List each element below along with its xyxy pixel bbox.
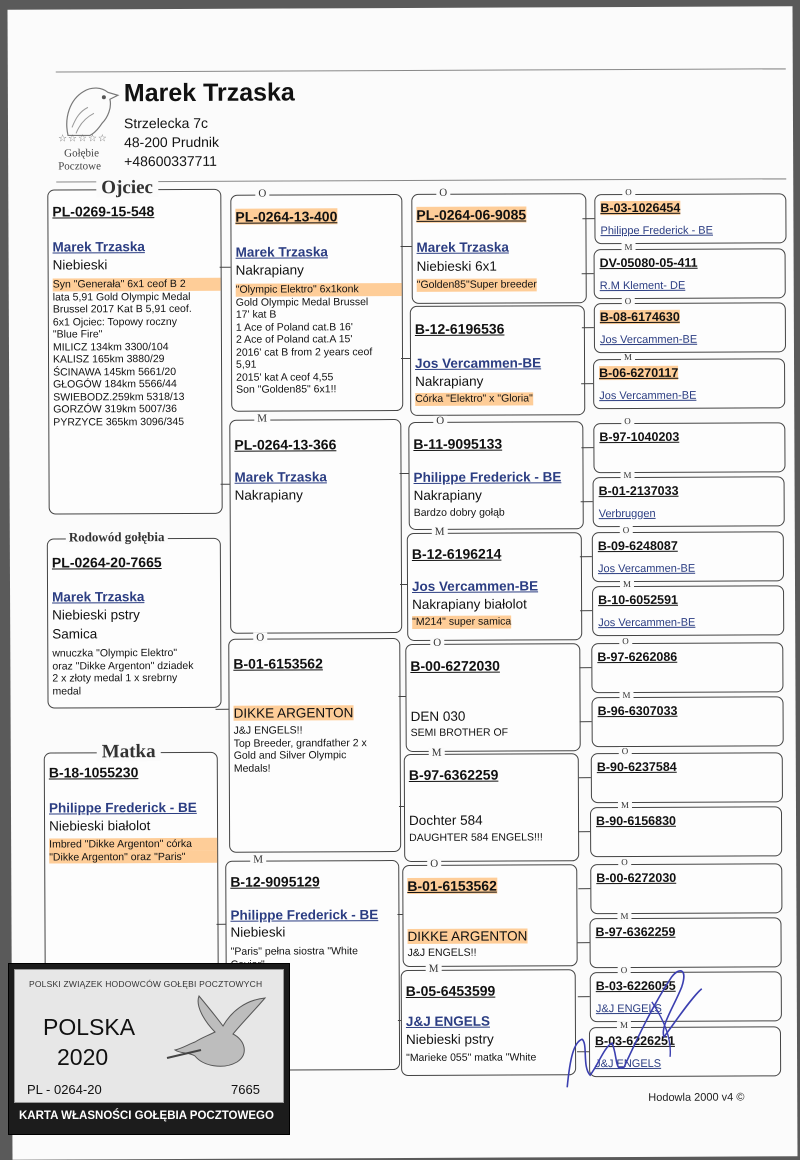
fmf-ring: B-11-9095133 [413, 435, 503, 452]
fff-note: "Golden85"Super breeder [416, 278, 537, 291]
ff-note-line: 2015' kat A ceof 4,55 [236, 370, 334, 384]
mmf-note: J&J ENGELS!! [407, 946, 477, 959]
father-label: Ojciec [96, 179, 158, 197]
dove-icon [165, 992, 275, 1082]
ff-note-line: Son "Golden85" 6x1!! [236, 383, 337, 396]
great-grandparent-sex: O [622, 297, 635, 306]
mfm-card [404, 753, 579, 862]
fm-sex: M [254, 414, 270, 425]
mm-color: Niebieski [230, 924, 286, 940]
fmf-card [408, 421, 583, 530]
great-grandparent-ring: B-00-6272030 [596, 870, 677, 886]
mfm-note: DAUGHTER 584 ENGELS!!! [409, 831, 543, 844]
great-grandparent-sex: M [620, 580, 634, 589]
subject-notes [52, 647, 221, 698]
great-grandparent-sex: M [619, 691, 633, 700]
great-grandparent-card [592, 585, 784, 636]
signature [542, 947, 723, 1098]
great-grandparent-ring: B-06-6270117 [599, 365, 679, 381]
father-note-line: MILICZ 134km 3300/104 [52, 340, 169, 354]
great-grandparent-ring: B-10-6052591 [598, 592, 679, 608]
great-grandparent-card [593, 476, 785, 527]
mfm-ring: B-97-6362259 [408, 766, 499, 783]
subject-card [47, 538, 222, 709]
great-grandparent-ring: B-97-1040203 [599, 429, 680, 445]
top-rule [56, 68, 786, 72]
great-grandparent-owner: J&J ENGELS [595, 1057, 662, 1071]
mff-sex: O [430, 638, 444, 649]
father-ring: PL-0269-15-548 [52, 203, 155, 220]
mf-ring: B-01-6153562 [233, 655, 323, 672]
mother-label: Matka [97, 743, 161, 761]
great-grandparent-card [592, 531, 784, 582]
father-note-line: GŁOGÓW 184km 5566/44 [53, 377, 177, 391]
connector [398, 1020, 401, 1021]
ffm-note: Córka "Elektro" x "Gloria" [415, 392, 533, 405]
fmm-sex: M [432, 527, 448, 538]
breeder-logo [50, 77, 130, 177]
ff-card [230, 194, 403, 412]
connector [401, 246, 412, 247]
footer-credit: Hodowla 2000 v4 © [648, 1091, 745, 1104]
breeder-phone: +48600337711 [124, 152, 217, 170]
fm-ring: PL-0264-13-366 [234, 436, 337, 453]
great-grandparent-sex: M [621, 471, 635, 480]
fmf-sex: O [433, 416, 447, 427]
mf-note-line: Top Breeder, grandfather 2 x [233, 736, 367, 750]
header-rule [56, 178, 786, 182]
great-grandparent-ring: B-97-6362259 [595, 924, 676, 940]
mmm-ring: B-05-6453599 [405, 982, 496, 999]
mmf-name: DIKKE ARGENTON [407, 928, 528, 944]
great-grandparent-owner: Jos Vercammen-BE [598, 616, 696, 630]
mff-note: SEMI BROTHER OF [410, 726, 509, 739]
great-grandparent-sex: O [621, 417, 634, 426]
mfm-sex: M [429, 748, 445, 759]
mmm-color: Niebieski pstry [405, 1031, 494, 1047]
great-grandparent-sex: O [618, 966, 631, 975]
fmm-ring: B-12-6196214 [411, 545, 502, 562]
mother-owner: Philippe Frederick - BE [48, 799, 197, 816]
great-grandparent-owner: Jos Vercammen-BE [599, 333, 698, 347]
great-grandparent-sex: O [619, 637, 632, 646]
connector [578, 831, 590, 832]
ff-notes [236, 283, 404, 396]
great-grandparent-sex: M [618, 801, 632, 810]
mf-note-line: Gold and Silver Olympic [233, 749, 347, 762]
great-grandparent-sex: O [619, 747, 632, 756]
connector [578, 942, 590, 943]
ff-note-line: 2016' cat B from 2 years ceof [235, 345, 373, 359]
great-grandparent-ring: B-96-6307033 [597, 703, 678, 719]
fff-ring: PL-0264-06-9085 [416, 206, 527, 223]
mother-card [44, 752, 219, 975]
fff-color: Niebieski 6x1 [416, 258, 497, 274]
connector [578, 888, 590, 889]
great-grandparent-owner: J&J ENGELS [595, 1002, 662, 1016]
connector [400, 473, 409, 474]
subject-color: Niebieski pstry [52, 607, 140, 623]
mm-note-line: "Paris" pełna siostra "White [230, 945, 358, 958]
fm-owner: Marek Trzaska [234, 469, 327, 485]
fm-card [229, 419, 402, 634]
subject-note-line: medal [52, 684, 82, 698]
stamp-ring-left: PL - 0264-20 [27, 1082, 102, 1097]
fff-owner: Marek Trzaska [416, 239, 509, 255]
stamp-year: 2020 [57, 1044, 109, 1070]
fm-color: Nakrapiany [234, 487, 303, 503]
mother-note-line: Imbred "Dikke Argenton" córka [49, 838, 219, 851]
great-grandparent-card [594, 248, 786, 299]
logo-stars: ☆☆☆☆☆ [58, 133, 108, 145]
mff-card [405, 643, 580, 752]
stamp-ring-right: 7665 [231, 1082, 260, 1097]
stamp-caption: KARTA WŁASNOŚCI GOŁĘBIA POCZTOWEGO [19, 1110, 274, 1122]
mff-ring: B-00-6272030 [410, 657, 500, 674]
great-grandparent-owner: Verbruggen [598, 507, 656, 521]
mff-line: DEN 030 [410, 708, 466, 724]
ff-note-line: "Olympic Elektro" 6x1konk [236, 283, 404, 296]
mf-name: DIKKE ARGENTON [233, 705, 354, 721]
connector [401, 358, 410, 359]
connector [581, 447, 593, 448]
great-grandparent-ring: DV-05080-05-411 [599, 255, 698, 271]
mm-ring: B-12-9095129 [230, 873, 320, 890]
fmf-color: Nakrapiany [413, 487, 482, 503]
mf-notes [234, 724, 402, 775]
ffm-owner: Jos Vercammen-BE [415, 355, 542, 371]
logo-text-1: Gołębie [64, 147, 99, 160]
fmm-card [407, 532, 582, 641]
great-grandparent-ring: B-90-6237584 [596, 759, 677, 775]
mmf-ring: B-01-6153562 [407, 877, 497, 894]
father-card [47, 189, 222, 515]
connector [216, 924, 225, 925]
great-grandparent-card [591, 642, 783, 693]
ff-note-line: 17' kat B [235, 308, 277, 321]
subject-owner: Marek Trzaska [52, 589, 145, 605]
father-note-line: KALISZ 165km 3880/29 [52, 353, 165, 366]
father-note-line: ŚCINAWA 145km 5661/20 [53, 365, 177, 379]
great-grandparent-ring: B-97-6262086 [597, 649, 678, 665]
connector [220, 267, 231, 268]
mmm-note: "Marieke 055" matka "White [406, 1051, 537, 1064]
mm-sex: M [250, 855, 266, 866]
ff-note-line: 1 Ace of Poland cat.B 16' [235, 320, 353, 334]
mmf-sex: O [427, 859, 441, 870]
father-note-line: GORZÓW 319km 5007/36 [53, 402, 177, 416]
great-grandparent-card [594, 193, 786, 244]
great-grandparent-sex: O [618, 858, 631, 867]
ffm-ring: B-12-6196536 [414, 320, 505, 337]
connector [399, 806, 404, 807]
connector [400, 584, 407, 585]
mother-note-line: "Dikke Argenton" oraz "Paris" [49, 850, 219, 863]
father-owner: Marek Trzaska [52, 239, 145, 255]
great-grandparent-card [593, 422, 785, 473]
breeder-name: Marek Trzaska [123, 78, 295, 108]
mother-color: Niebieski białolot [49, 818, 151, 834]
great-grandparent-sex: O [622, 188, 635, 197]
great-grandparent-ring: B-03-6226251 [594, 1033, 675, 1049]
ff-sex: O [255, 189, 269, 200]
subject-note-line: wnuczka "Olympic Elektro" [52, 646, 178, 660]
subject-ring: PL-0264-20-7665 [51, 554, 162, 571]
fmm-color: Nakrapiany białolot [412, 596, 527, 612]
breeder-city: 48-200 Prudnik [124, 133, 220, 151]
connector [580, 610, 592, 611]
subject-note-line: oraz "Dikke Argenton" dziadek [52, 659, 194, 673]
great-grandparent-ring: B-03-6226055 [595, 978, 676, 994]
fmf-owner: Philippe Frederick - BE [413, 469, 562, 485]
ffm-color: Nakrapiany [415, 373, 484, 389]
great-grandparent-sex: M [621, 353, 635, 362]
father-color: Niebieski [52, 257, 108, 273]
father-note-line: SWIEBODZ.259km 5318/13 [53, 390, 185, 404]
father-note-line: PYRZYCE 365km 3096/345 [53, 415, 185, 429]
mf-card [228, 638, 401, 853]
father-note-line: Syn "Generała" 6x1 ceof B 2 [53, 278, 221, 291]
subject-sex: Samica [52, 626, 98, 642]
pigeon-head-icon [50, 77, 130, 139]
great-grandparent-ring: B-09-6248087 [597, 538, 678, 554]
ff-color: Nakrapiany [235, 262, 304, 278]
great-grandparent-owner: Jos Vercammen-BE [599, 389, 697, 403]
great-grandparent-sex: O [620, 526, 633, 535]
ff-note-line: 5,91 [236, 358, 257, 371]
subject-note-line: 2 x złoty medal 1 x srebrny [52, 671, 178, 685]
connector [579, 777, 591, 778]
mmm-sex: M [426, 964, 442, 975]
connector [582, 327, 594, 328]
great-grandparent-owner: R.M Klement- DE [599, 279, 686, 293]
mf-note-line: J&J ENGELS!! [233, 724, 303, 737]
ff-note-line: 2 Ace of Poland cat.A 15' [235, 333, 353, 346]
father-note-line: "Blue Fire" [52, 328, 103, 341]
father-note-line: lata 5,91 Gold Olympic Medal [52, 290, 191, 304]
great-grandparent-sex: M [617, 1021, 631, 1030]
connector [397, 914, 402, 915]
connector [582, 218, 594, 219]
great-grandparent-ring: B-01-2137033 [598, 483, 679, 499]
great-grandparent-sex: M [622, 243, 636, 252]
fff-card [411, 193, 586, 304]
great-grandparent-card [590, 806, 782, 857]
great-grandparent-card [592, 696, 784, 747]
great-grandparent-ring: B-90-6156830 [596, 813, 676, 829]
great-grandparent-card [591, 752, 783, 803]
ff-owner: Marek Trzaska [235, 244, 328, 260]
ff-ring: PL-0264-13-400 [235, 208, 338, 225]
great-grandparent-card [590, 863, 782, 914]
pedigree-label: Rodowód gołębia [66, 530, 168, 544]
fmm-owner: Jos Vercammen-BE [411, 578, 539, 594]
ff-note-line: Gold Olympic Medal Brussel [235, 295, 369, 309]
mmm-owner: J&J ENGELS [405, 1013, 490, 1029]
fmf-note: Bardzo dobry gołąb [413, 506, 505, 519]
mm-owner: Philippe Frederick - BE [230, 907, 379, 923]
connector [580, 721, 592, 722]
breeder-street: Strzelecka 7c [123, 114, 209, 132]
great-grandparent-card [594, 302, 786, 353]
connector [580, 556, 592, 557]
connector [216, 709, 229, 710]
father-note-line: Brussel 2017 Kat B 5,91 ceof. [52, 302, 192, 316]
mfm-line: Dochter 584 [409, 812, 483, 828]
stamp-union: POLSKI ZWIĄZEK HODOWCÓW GOŁĘBI POCZTOWYCH [29, 979, 263, 989]
connector [221, 484, 230, 485]
stamp-country: POLSKA [43, 1014, 136, 1040]
connector [579, 667, 591, 668]
great-grandparent-ring: B-08-6174630 [599, 309, 680, 325]
great-grandparent-owner: Jos Vercammen-BE [597, 562, 696, 576]
mother-ring: B-18-1055230 [48, 764, 139, 781]
great-grandparent-owner: Philippe Frederick - BE [600, 224, 713, 238]
fff-sex: O [436, 188, 450, 199]
connector [581, 383, 593, 384]
connector [581, 501, 593, 502]
connector [398, 696, 405, 697]
mf-note-line: Medals! [233, 762, 271, 775]
connector [582, 273, 594, 274]
mother-notes [49, 838, 219, 864]
great-grandparent-sex: M [617, 912, 631, 921]
logo-text-2: Pocztowe [58, 160, 101, 173]
mf-sex: O [253, 633, 267, 644]
father-note-line: 6x1 Ojciec: Topowy roczny [52, 315, 177, 329]
great-grandparent-ring: B-03-1026454 [600, 200, 681, 216]
fmm-note: "M214" super samica [412, 615, 512, 628]
great-grandparent-card [593, 358, 785, 409]
ownership-card [8, 963, 290, 1135]
ffm-card [410, 305, 585, 416]
father-notes [53, 278, 222, 429]
